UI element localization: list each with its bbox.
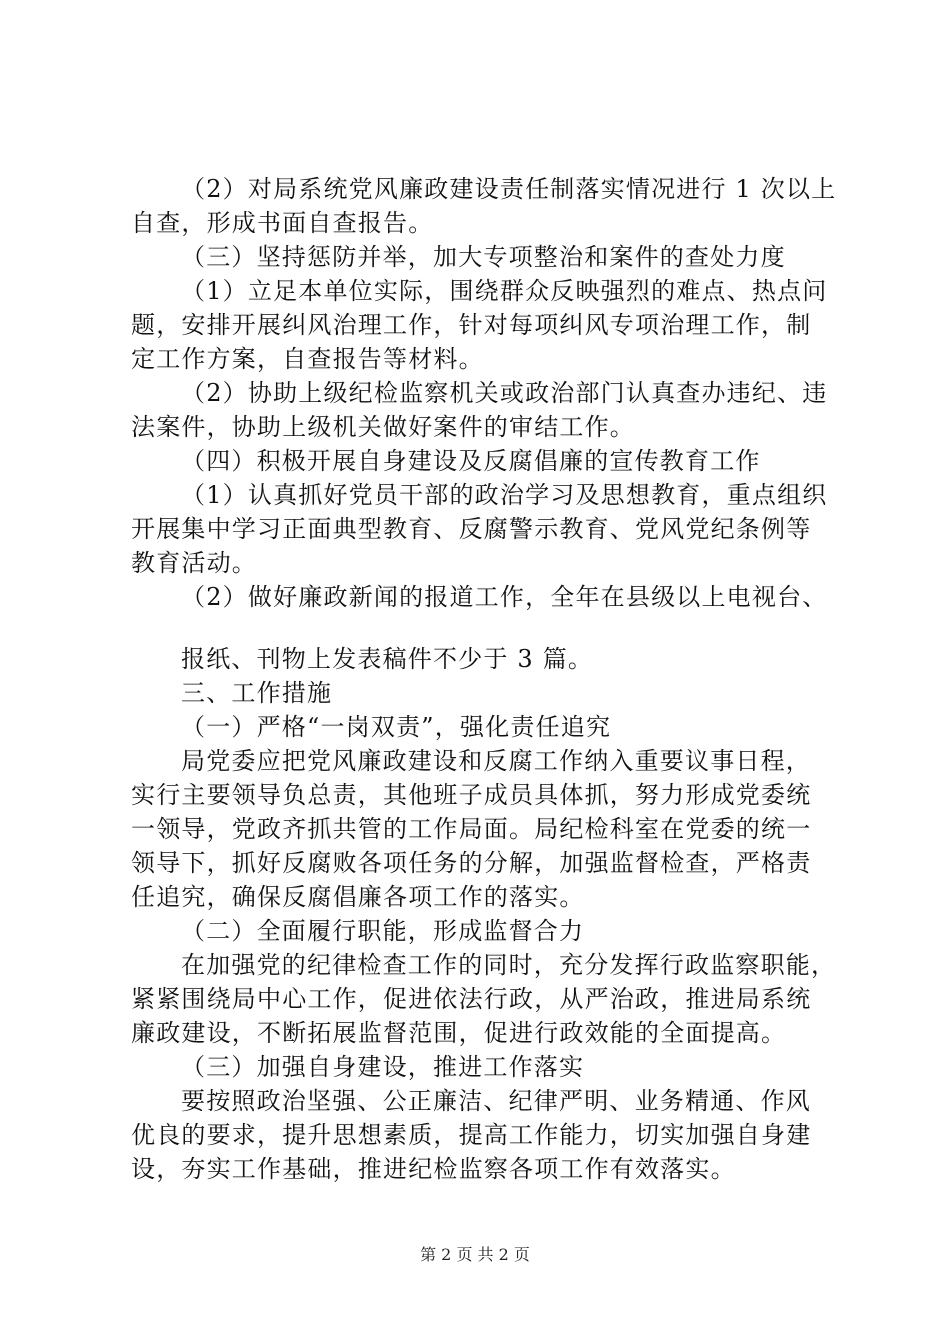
paragraph-line: 任追究，确保反腐倡廉各项工作的落实。 <box>131 883 585 911</box>
paragraph-line: 领导下，抓好反腐败各项任务的分解，加强监督检查，严格责 <box>131 849 812 877</box>
paragraph <box>131 744 831 914</box>
paragraph <box>131 478 831 580</box>
paragraph-line: 要按照政治坚强、公正廉洁、纪律严明、业务精通、作风 <box>181 1087 811 1115</box>
document-body <box>131 172 837 1186</box>
paragraph-line: 开展集中学习正面典型教育、反腐警示教育、党风党纪条例等 <box>131 515 812 543</box>
paragraph-line: 定工作方案，自查报告等材料。 <box>131 345 484 373</box>
paragraph-line: 自查，形成书面自查报告。 <box>131 209 434 237</box>
paragraph-line: （三）加强自身建设，推进工作落实 <box>181 1053 585 1081</box>
paragraph-line: 教育活动。 <box>131 549 257 577</box>
paragraph-line: 设，夯实工作基础，推进纪检监察各项工作有效落实。 <box>131 1155 736 1183</box>
paragraph-line: 局党委应把党风廉政建设和反腐工作纳入重要议事日程， <box>181 747 811 775</box>
paragraph <box>131 676 831 710</box>
paragraph <box>131 642 831 676</box>
paragraph-line: 紧紧围绕局中心工作，促进依法行政，从严治政，推进局系统 <box>131 985 812 1013</box>
paragraph-line: 题，安排开展纠风治理工作，针对每项纠风专项治理工作，制 <box>131 311 812 339</box>
paragraph <box>131 376 831 444</box>
paragraph-line: 优良的要求，提升思想素质，提高工作能力，切实加强自身建 <box>131 1121 812 1149</box>
paragraph <box>131 1084 831 1186</box>
paragraph <box>131 172 837 240</box>
paragraph <box>131 710 831 744</box>
text-block-upper <box>131 172 837 614</box>
paragraph-line: （一）严格“一岗双责”，强化责任追究 <box>181 713 612 741</box>
paragraph-line: 报纸、刊物上发表稿件不少于 3 篇。 <box>181 645 594 673</box>
paragraph-line: （1）立足本单位实际，围绕群众反映强烈的难点、热点问 <box>181 277 828 305</box>
paragraph-line: 实行主要领导负总责，其他班子成员具体抓，努力形成党委统 <box>131 781 812 809</box>
paragraph-line: （2）对局系统党风廉政建设责任制落实情况进行 1 次以上 <box>181 175 837 203</box>
paragraph <box>131 580 831 614</box>
page-footer: 第 2 页 共 2 页 <box>420 1245 530 1264</box>
paragraph-line: （2）协助上级纪检监察机关或政治部门认真查办违纪、违 <box>181 379 828 407</box>
paragraph-line: （1）认真抓好党员干部的政治学习及思想教育，重点组织 <box>181 481 828 509</box>
paragraph-line: 三、工作措施 <box>181 679 333 707</box>
paragraph-line: （四）积极开展自身建设及反腐倡廉的宣传教育工作 <box>181 447 761 475</box>
paragraph <box>131 948 837 1050</box>
paragraph <box>131 240 831 274</box>
paragraph-line: 廉政建设，不断拓展监督范围，促进行政效能的全面提高。 <box>131 1019 787 1047</box>
paragraph-line: 在加强党的纪律检查工作的同时，充分发挥行政监察职能， <box>181 951 837 979</box>
paragraph-line: （2）做好廉政新闻的报道工作，全年在县级以上电视台、 <box>181 583 828 611</box>
paragraph <box>131 274 831 376</box>
page-break-gap <box>131 614 831 642</box>
paragraph-line: （二）全面履行职能，形成监督合力 <box>181 917 585 945</box>
paragraph-line: 法案件，协助上级机关做好案件的审结工作。 <box>131 413 635 441</box>
paragraph <box>131 444 831 478</box>
text-block-lower <box>131 642 837 1186</box>
paragraph <box>131 914 831 948</box>
paragraph-line: （三）坚持惩防并举，加大专项整治和案件的查处力度 <box>181 243 786 271</box>
paragraph-line: 一领导，党政齐抓共管的工作局面。局纪检科室在党委的统一 <box>131 815 812 843</box>
paragraph <box>131 1050 831 1084</box>
